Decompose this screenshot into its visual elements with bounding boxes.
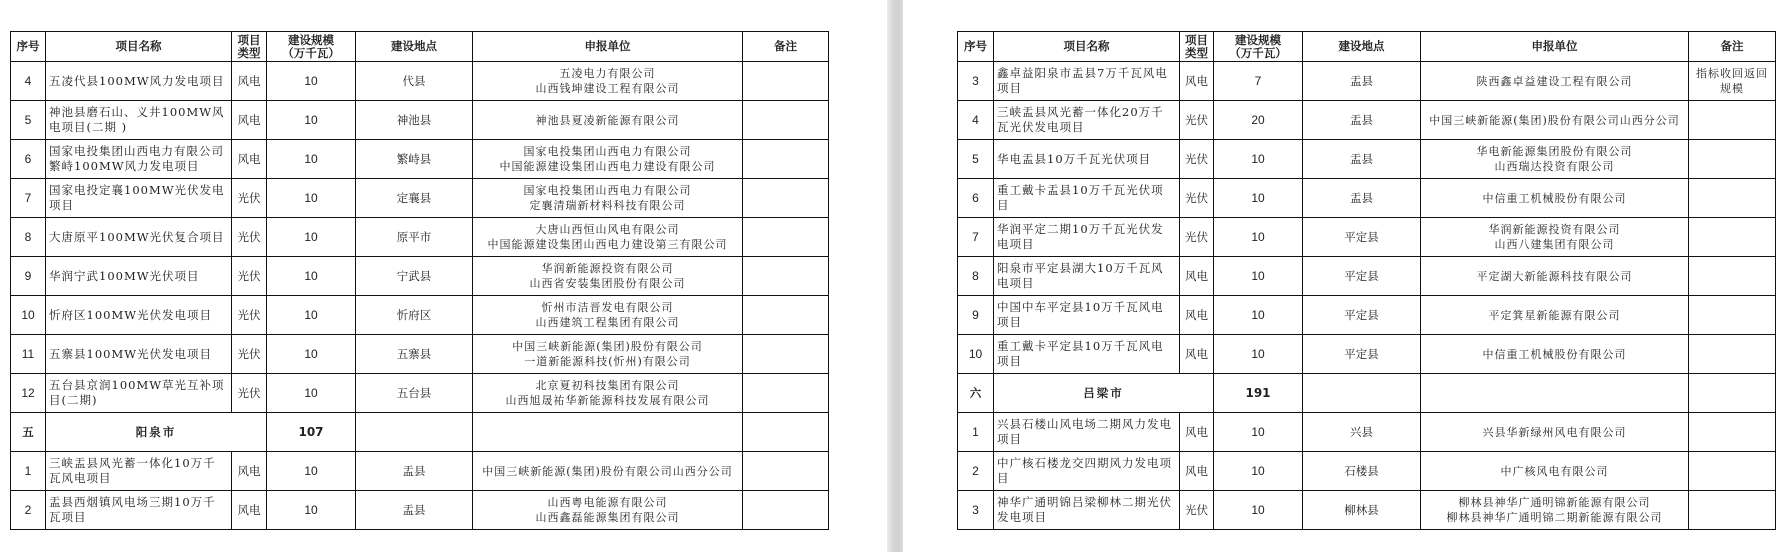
table-row [958,491,1776,530]
table-row [958,179,1776,218]
header-type-line2: 类型 [237,45,261,60]
table-row [958,335,1776,374]
section-applicant-empty [1421,374,1689,413]
project-name: 中广核石楼龙交四期风力发电项目 [994,452,1180,491]
header-applicant: 申报单位 [473,32,743,62]
header-scale [1214,32,1303,62]
project-location: 定襄县 [356,179,473,218]
applicant-unit: 中国三峡新能源(集团)股份有限公司山西分公司 [482,464,733,478]
applicant-units [1421,62,1689,101]
project-type: 光伏 [1180,179,1214,218]
applicant-unit: 中广核风电有限公司 [1500,464,1609,478]
applicant-unit: 平定箕星新能源有限公司 [1488,308,1621,322]
applicant-unit: 兴县华新绿州风电有限公司 [1482,425,1627,439]
project-location: 平定县 [1303,296,1421,335]
project-type: 风电 [232,452,267,491]
applicant-unit: 中国三峡新能源(集团)股份有限公司山西分公司 [1429,113,1680,127]
table-row [11,62,829,101]
project-name: 华润平定二期10万千瓦光伏发电项目 [994,218,1180,257]
project-scale: 7 [1214,62,1303,101]
project-scale: 10 [267,179,356,218]
project-name: 中国中车平定县10万千瓦风电项目 [994,296,1180,335]
applicant-unit: 柳林县神华广通明锦新能源有限公司 [1458,496,1651,509]
row-no: 9 [11,257,46,296]
project-scale: 10 [1214,179,1303,218]
row-no: 6 [958,179,994,218]
table-row [11,491,829,530]
applicant-units [1421,491,1689,530]
header-type-line1: 项目 [237,32,261,47]
project-table-left [10,31,829,530]
project-note [743,491,829,530]
table-row [958,413,1776,452]
table-row [11,374,829,413]
applicant-units [473,101,743,140]
section-no: 五 [11,413,46,452]
project-name: 神池县磨石山、义井100MW风电项目(二期 ) [46,101,232,140]
applicant-unit: 山西八建集团有限公司 [1494,238,1615,251]
project-location: 柳林县 [1303,491,1421,530]
row-no: 3 [958,62,994,101]
project-location: 五台县 [356,374,473,413]
table-row [11,335,829,374]
project-type: 光伏 [1180,491,1214,530]
project-type: 风电 [232,101,267,140]
applicant-unit: 北京夏初科技集团有限公司 [535,379,680,392]
table-row [958,101,1776,140]
project-location: 石楼县 [1303,452,1421,491]
row-no: 12 [11,374,46,413]
applicant-unit: 山西钱坤建设工程有限公司 [535,82,680,95]
project-note [1689,140,1776,179]
project-note [743,62,829,101]
header-location: 建设地点 [1303,32,1421,62]
table-row [958,62,1776,101]
project-scale: 20 [1214,101,1303,140]
project-type: 光伏 [232,374,267,413]
project-type: 风电 [1180,335,1214,374]
applicant-units [473,218,743,257]
applicant-units [1421,413,1689,452]
project-type: 风电 [232,491,267,530]
project-type: 光伏 [232,296,267,335]
table-body-right [958,62,1776,530]
project-name: 重工戴卡盂县10万千瓦光伏项目 [994,179,1180,218]
project-note [1689,296,1776,335]
page-divider [887,0,903,552]
project-note [743,218,829,257]
applicant-units [473,140,743,179]
project-table-right [957,31,1776,530]
table-row [11,218,829,257]
header-type-line2: 类型 [1185,45,1208,60]
applicant-units [473,374,743,413]
project-name: 国家电投定襄100MW光伏发电项目 [46,179,232,218]
project-note [1689,257,1776,296]
applicant-units [473,179,743,218]
section-city-name: 阳泉市 [46,413,267,452]
applicant-units [1421,335,1689,374]
row-no: 1 [11,452,46,491]
row-no: 10 [958,335,994,374]
project-type: 风电 [1180,257,1214,296]
row-no: 5 [11,101,46,140]
project-name: 华润宁武100MW光伏项目 [46,257,232,296]
project-note [743,140,829,179]
header-no: 序号 [958,32,994,62]
header-scale-line2: （万千瓦） [282,45,340,60]
applicant-units [473,491,743,530]
applicant-unit: 中信重工机械股份有限公司 [1482,191,1627,205]
project-location: 五寨县 [356,335,473,374]
project-note [1689,218,1776,257]
project-name: 阳泉市平定县湖大10万千瓦风电项目 [994,257,1180,296]
project-name: 五寨县100MW光伏发电项目 [46,335,232,374]
applicant-unit: 山西省安装集团股份有限公司 [529,277,686,290]
project-note [743,296,829,335]
applicant-units [1421,179,1689,218]
project-location: 繁峙县 [356,140,473,179]
applicant-unit: 神池县夏凌新能源有限公司 [535,113,680,127]
row-no: 3 [958,491,994,530]
row-no: 10 [11,296,46,335]
header-type-line1: 项目 [1185,32,1208,47]
section-location-empty [356,413,473,452]
applicant-units [1421,140,1689,179]
table-row [958,296,1776,335]
header-project-name: 项目名称 [994,32,1180,62]
project-name: 五台县京润100MW草光互补项目(二期) [46,374,232,413]
project-type: 光伏 [1180,101,1214,140]
project-name: 五凌代县100MW风力发电项目 [46,62,232,101]
project-type: 风电 [232,140,267,179]
project-name: 大唐原平100MW光伏复合项目 [46,218,232,257]
header-applicant: 申报单位 [1421,32,1689,62]
table-row [11,257,829,296]
document-page-left [0,0,887,552]
applicant-units [473,335,743,374]
applicant-unit: 五凌电力有限公司 [559,67,656,80]
project-location: 盂县 [1303,179,1421,218]
applicant-unit: 山西粤电能源有限公司 [547,496,668,509]
applicant-units [1421,218,1689,257]
project-type: 风电 [1180,62,1214,101]
section-total-scale: 107 [267,413,356,452]
project-type: 风电 [1180,452,1214,491]
project-location: 代县 [356,62,473,101]
row-no: 9 [958,296,994,335]
section-note-empty [1689,374,1776,413]
applicant-units [1421,257,1689,296]
table-row [11,179,829,218]
section-row [958,374,1776,413]
applicant-unit: 中国能源建设集团山西电力建设第三有限公司 [487,238,728,251]
header-scale-line1: 建设规模 [1235,32,1281,47]
project-note [743,179,829,218]
project-type: 风电 [232,62,267,101]
header-note: 备注 [743,32,829,62]
applicant-unit: 华润新能源投资有限公司 [1488,223,1621,236]
project-type: 光伏 [1180,218,1214,257]
project-note [1689,413,1776,452]
applicant-units [1421,452,1689,491]
project-scale: 10 [267,491,356,530]
table-row [11,140,829,179]
header-scale [267,32,356,62]
applicant-unit: 定襄清瑞新材料科技有限公司 [529,199,686,212]
row-no: 7 [958,218,994,257]
applicant-unit: 平定湖大新能源科技有限公司 [1476,269,1633,283]
row-no: 7 [11,179,46,218]
project-name: 华电盂县10万千瓦光伏项目 [994,140,1180,179]
project-location: 忻府区 [356,296,473,335]
project-name: 鑫卓益阳泉市盂县7万千瓦风电项目 [994,62,1180,101]
table-row [958,452,1776,491]
applicant-unit: 山西瑞达投资有限公司 [1494,160,1615,173]
project-name: 忻府区100MW光伏发电项目 [46,296,232,335]
header-project-type [232,32,267,62]
row-no: 8 [11,218,46,257]
row-no: 5 [958,140,994,179]
project-scale: 10 [1214,413,1303,452]
project-note [1689,101,1776,140]
project-scale: 10 [1214,218,1303,257]
table-row [958,140,1776,179]
project-note [743,101,829,140]
project-location: 盂县 [1303,140,1421,179]
project-location: 原平市 [356,218,473,257]
table-row [11,296,829,335]
project-location: 平定县 [1303,257,1421,296]
project-type: 光伏 [232,179,267,218]
header-scale-line2: （万千瓦） [1229,45,1287,60]
project-type: 光伏 [232,257,267,296]
project-location: 平定县 [1303,218,1421,257]
header-note: 备注 [1689,32,1776,62]
document-page-right [903,0,1789,552]
section-applicant-empty [473,413,743,452]
applicant-units [473,452,743,491]
applicant-unit: 柳林县神华广通明锦二期新能源有限公司 [1446,511,1663,524]
row-no: 2 [11,491,46,530]
header-location: 建设地点 [356,32,473,62]
project-type: 光伏 [232,335,267,374]
project-scale: 10 [267,101,356,140]
applicant-unit: 一道新能源科技(忻州)有限公司 [524,355,691,368]
applicant-units [1421,101,1689,140]
applicant-units [473,62,743,101]
project-scale: 10 [1214,140,1303,179]
table-row [958,257,1776,296]
project-name: 重工戴卡平定县10万千瓦风电项目 [994,335,1180,374]
project-scale: 10 [267,218,356,257]
project-note [1689,452,1776,491]
table-header-row [958,32,1776,62]
header-no: 序号 [11,32,46,62]
project-scale: 10 [267,257,356,296]
project-scale: 10 [267,452,356,491]
applicant-unit: 陕西鑫卓益建设工程有限公司 [1476,74,1633,88]
header-scale-line1: 建设规模 [288,32,334,47]
section-location-empty [1303,374,1421,413]
project-scale: 10 [1214,491,1303,530]
header-project-type [1180,32,1214,62]
project-scale: 10 [267,62,356,101]
section-note-empty [743,413,829,452]
project-note [1689,491,1776,530]
applicant-unit: 国家电投集团山西电力有限公司 [523,145,692,158]
table-row [11,452,829,491]
applicant-unit: 中信重工机械股份有限公司 [1482,347,1627,361]
section-city-name: 吕梁市 [994,374,1214,413]
row-no: 11 [11,335,46,374]
applicant-units [473,257,743,296]
project-scale: 10 [1214,452,1303,491]
project-location: 盂县 [356,491,473,530]
project-location: 兴县 [1303,413,1421,452]
applicant-unit: 山西建筑工程集团有限公司 [535,316,680,329]
project-name: 盂县西烟镇风电场三期10万千瓦项目 [46,491,232,530]
applicant-unit: 华电新能源集团股份有限公司 [1476,145,1633,158]
applicant-unit: 中国能源建设集团山西电力建设有限公司 [499,160,716,173]
row-no: 1 [958,413,994,452]
project-scale: 10 [1214,296,1303,335]
project-scale: 10 [1214,257,1303,296]
project-name: 三峡盂县风光蓄一体化10万千瓦风电项目 [46,452,232,491]
project-note [1689,335,1776,374]
project-type: 光伏 [1180,140,1214,179]
project-scale: 10 [267,296,356,335]
project-type: 风电 [1180,413,1214,452]
project-note [743,335,829,374]
project-location: 宁武县 [356,257,473,296]
project-note [743,374,829,413]
row-no: 2 [958,452,994,491]
header-project-name: 项目名称 [46,32,232,62]
project-note [1689,179,1776,218]
project-type: 风电 [1180,296,1214,335]
project-scale: 10 [267,140,356,179]
applicant-unit: 华润新能源投资有限公司 [541,262,674,275]
row-no: 4 [11,62,46,101]
table-header-row [11,32,829,62]
project-type: 光伏 [232,218,267,257]
project-name: 国家电投集团山西电力有限公司繁峙100MW风力发电项目 [46,140,232,179]
project-scale: 10 [267,374,356,413]
project-note: 指标收回返回规模 [1689,62,1776,101]
applicant-units [473,296,743,335]
table-body-left [11,62,829,530]
applicant-unit: 山西鑫磊能源集团有限公司 [535,511,680,524]
row-no: 8 [958,257,994,296]
row-no: 6 [11,140,46,179]
table-row [958,218,1776,257]
applicant-unit: 忻州市洁晋发电有限公司 [541,301,674,314]
section-total-scale: 191 [1214,374,1303,413]
project-note [743,452,829,491]
project-location: 盂县 [1303,62,1421,101]
project-location: 盂县 [1303,101,1421,140]
project-scale: 10 [267,335,356,374]
project-note [743,257,829,296]
applicant-units [1421,296,1689,335]
table-row [11,101,829,140]
project-location: 盂县 [356,452,473,491]
project-scale: 10 [1214,335,1303,374]
project-location: 平定县 [1303,335,1421,374]
section-row [11,413,829,452]
project-name: 神华广通明锦吕梁柳林二期光伏发电项目 [994,491,1180,530]
applicant-unit: 大唐山西恒山风电有限公司 [535,223,680,236]
project-name: 兴县石楼山风电场二期风力发电项目 [994,413,1180,452]
applicant-unit: 中国三峡新能源(集团)股份有限公司 [512,340,703,353]
project-name: 三峡盂县风光蓄一体化20万千瓦光伏发电项目 [994,101,1180,140]
applicant-unit: 山西旭晟祐华新能源科技发展有限公司 [505,394,710,407]
applicant-unit: 国家电投集团山西电力有限公司 [523,184,692,197]
project-location: 神池县 [356,101,473,140]
row-no: 4 [958,101,994,140]
section-no: 六 [958,374,994,413]
